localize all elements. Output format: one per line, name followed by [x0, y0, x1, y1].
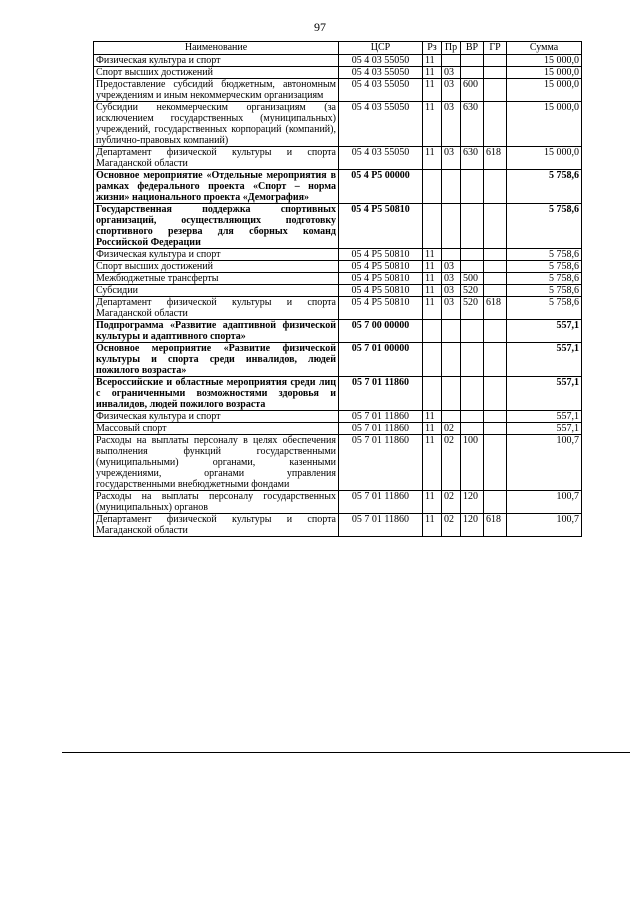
cell-pr: 03: [442, 285, 461, 297]
cell-rz: [423, 170, 442, 204]
header-sum: Сумма: [507, 42, 582, 55]
cell-csr: 05 4 P5 50810: [339, 273, 423, 285]
cell-pr: [442, 249, 461, 261]
cell-sum: 5 758,6: [507, 204, 582, 249]
cell-rz: 11: [423, 147, 442, 170]
cell-gr: [484, 411, 507, 423]
cell-csr: 05 7 01 11860: [339, 435, 423, 491]
cell-sum: 557,1: [507, 411, 582, 423]
cell-pr: [442, 343, 461, 377]
cell-csr: 05 4 P5 00000: [339, 170, 423, 204]
table-row: [94, 67, 582, 79]
cell-vr: [461, 261, 484, 273]
cell-csr: 05 4 P5 50810: [339, 204, 423, 249]
cell-name: Субсидии: [94, 285, 339, 297]
cell-csr: 05 4 03 55050: [339, 102, 423, 147]
cell-gr: [484, 273, 507, 285]
cell-vr: 120: [461, 514, 484, 537]
cell-sum: 100,7: [507, 491, 582, 514]
cell-name: Департамент физической культуры и спорта Магаданской области: [94, 297, 339, 320]
cell-vr: [461, 377, 484, 411]
cell-sum: 5 758,6: [507, 273, 582, 285]
table-row: [94, 273, 582, 285]
cell-sum: 5 758,6: [507, 261, 582, 273]
table-row: [94, 249, 582, 261]
cell-sum: 100,7: [507, 514, 582, 537]
cell-pr: [442, 204, 461, 249]
table-row: [94, 435, 582, 491]
cell-rz: [423, 320, 442, 343]
cell-pr: 03: [442, 79, 461, 102]
cell-name: Массовый спорт: [94, 423, 339, 435]
cell-csr: 05 4 P5 50810: [339, 285, 423, 297]
cell-sum: 557,1: [507, 320, 582, 343]
cell-vr: 630: [461, 147, 484, 170]
cell-csr: 05 4 P5 50810: [339, 297, 423, 320]
table-row: [94, 261, 582, 273]
cell-name: Департамент физической культуры и спорта Магаданской области: [94, 514, 339, 537]
cell-pr: [442, 55, 461, 67]
cell-name: Всероссийские и областные мероприятия среди лиц с ограниченными возможностями здоровья и инвалидов, людей пожилого возраста: [94, 377, 339, 411]
cell-pr: 03: [442, 261, 461, 273]
cell-pr: 03: [442, 102, 461, 147]
footer-divider: [62, 752, 630, 753]
cell-pr: [442, 411, 461, 423]
cell-rz: 11: [423, 297, 442, 320]
cell-pr: [442, 377, 461, 411]
cell-rz: [423, 377, 442, 411]
cell-pr: 02: [442, 491, 461, 514]
cell-gr: [484, 423, 507, 435]
cell-vr: 520: [461, 297, 484, 320]
cell-gr: [484, 435, 507, 491]
cell-csr: 05 7 01 11860: [339, 423, 423, 435]
cell-pr: 03: [442, 273, 461, 285]
cell-name: Расходы на выплаты персоналу государственных (муниципальных) органов: [94, 491, 339, 514]
table-body: [94, 55, 582, 537]
cell-sum: 557,1: [507, 377, 582, 411]
cell-vr: [461, 249, 484, 261]
cell-vr: 500: [461, 273, 484, 285]
cell-rz: 11: [423, 435, 442, 491]
cell-gr: [484, 377, 507, 411]
cell-pr: 02: [442, 435, 461, 491]
cell-csr: 05 7 01 11860: [339, 411, 423, 423]
cell-rz: 11: [423, 67, 442, 79]
cell-sum: 5 758,6: [507, 285, 582, 297]
cell-gr: [484, 285, 507, 297]
cell-pr: [442, 170, 461, 204]
cell-gr: [484, 320, 507, 343]
cell-csr: 05 4 03 55050: [339, 67, 423, 79]
cell-rz: 11: [423, 249, 442, 261]
cell-name: Физическая культура и спорт: [94, 55, 339, 67]
cell-name: Предоставление субсидий бюджетным, автономным учреждениям и иным некоммерческим организациям: [94, 79, 339, 102]
cell-sum: 100,7: [507, 435, 582, 491]
cell-name: Физическая культура и спорт: [94, 411, 339, 423]
cell-sum: 15 000,0: [507, 147, 582, 170]
cell-vr: [461, 343, 484, 377]
cell-vr: 520: [461, 285, 484, 297]
table-row: [94, 285, 582, 297]
cell-name: Расходы на выплаты персоналу в целях обеспечения выполнения функций государственными (муниципальными) органами, казенными учреждениями, органами управления государственными внебюджетными фондами: [94, 435, 339, 491]
cell-sum: 15 000,0: [507, 67, 582, 79]
cell-csr: 05 7 01 00000: [339, 343, 423, 377]
cell-pr: 03: [442, 147, 461, 170]
table-row: [94, 514, 582, 537]
table-row: [94, 79, 582, 102]
cell-sum: 5 758,6: [507, 297, 582, 320]
header-rz: Рз: [423, 42, 442, 55]
cell-name: Физическая культура и спорт: [94, 249, 339, 261]
cell-gr: 618: [484, 514, 507, 537]
table-header-row: [94, 42, 582, 55]
cell-gr: [484, 204, 507, 249]
cell-name: Спорт высших достижений: [94, 261, 339, 273]
cell-name: Субсидии некоммерческим организациям (за исключением государственных (муниципальных) учреждений, государственных корпораций (компаний), публично-правовых компаний): [94, 102, 339, 147]
cell-csr: 05 7 00 00000: [339, 320, 423, 343]
cell-vr: 100: [461, 435, 484, 491]
cell-name: Межбюджетные трансферты: [94, 273, 339, 285]
cell-name: Департамент физической культуры и спорта Магаданской области: [94, 147, 339, 170]
cell-sum: 15 000,0: [507, 79, 582, 102]
table-row: [94, 343, 582, 377]
cell-gr: [484, 261, 507, 273]
cell-pr: 03: [442, 297, 461, 320]
cell-gr: [484, 79, 507, 102]
page-number: 97: [314, 20, 326, 34]
header-gr: ГР: [484, 42, 507, 55]
cell-rz: [423, 343, 442, 377]
cell-rz: 11: [423, 423, 442, 435]
cell-gr: [484, 343, 507, 377]
cell-gr: [484, 491, 507, 514]
table-row: [94, 147, 582, 170]
cell-gr: [484, 249, 507, 261]
cell-csr: 05 7 01 11860: [339, 491, 423, 514]
cell-name: Основное мероприятие «Развитие физической культуры и спорта среди инвалидов, людей пожилого возраста»: [94, 343, 339, 377]
cell-gr: 618: [484, 297, 507, 320]
cell-sum: 557,1: [507, 423, 582, 435]
cell-name: Государственная поддержка спортивных организаций, осуществляющих подготовку спортивного резерва для сборных команд Российской Федерации: [94, 204, 339, 249]
table-row: [94, 204, 582, 249]
cell-gr: [484, 55, 507, 67]
cell-sum: 5 758,6: [507, 249, 582, 261]
header-pr: Пр: [442, 42, 461, 55]
cell-rz: 11: [423, 285, 442, 297]
table-row: [94, 491, 582, 514]
cell-pr: 03: [442, 67, 461, 79]
cell-pr: 02: [442, 423, 461, 435]
cell-gr: [484, 170, 507, 204]
cell-csr: 05 4 03 55050: [339, 79, 423, 102]
cell-rz: 11: [423, 273, 442, 285]
cell-vr: [461, 67, 484, 79]
cell-name: Основное мероприятие «Отдельные мероприятия в рамках федерального проекта «Спорт – норма жизни» национального проекта «Демография»: [94, 170, 339, 204]
cell-pr: [442, 320, 461, 343]
table-row: [94, 320, 582, 343]
cell-sum: 15 000,0: [507, 55, 582, 67]
cell-vr: [461, 204, 484, 249]
budget-table: [93, 41, 582, 537]
cell-csr: 05 4 P5 50810: [339, 261, 423, 273]
cell-vr: [461, 423, 484, 435]
cell-csr: 05 7 01 11860: [339, 377, 423, 411]
table-row: [94, 170, 582, 204]
header-csr: ЦСР: [339, 42, 423, 55]
cell-csr: 05 7 01 11860: [339, 514, 423, 537]
table-row: [94, 377, 582, 411]
cell-sum: 5 758,6: [507, 170, 582, 204]
cell-vr: [461, 411, 484, 423]
table-row: [94, 102, 582, 147]
cell-gr: [484, 102, 507, 147]
cell-rz: [423, 204, 442, 249]
cell-vr: 630: [461, 102, 484, 147]
header-name: Наименование: [94, 42, 339, 55]
cell-vr: 120: [461, 491, 484, 514]
table-row: [94, 411, 582, 423]
cell-csr: 05 4 P5 50810: [339, 249, 423, 261]
table-row: [94, 297, 582, 320]
cell-rz: 11: [423, 411, 442, 423]
table-row: [94, 55, 582, 67]
cell-sum: 557,1: [507, 343, 582, 377]
cell-vr: 600: [461, 79, 484, 102]
cell-rz: 11: [423, 55, 442, 67]
cell-rz: 11: [423, 491, 442, 514]
cell-vr: [461, 55, 484, 67]
cell-vr: [461, 170, 484, 204]
cell-pr: 02: [442, 514, 461, 537]
cell-rz: 11: [423, 261, 442, 273]
cell-csr: 05 4 03 55050: [339, 55, 423, 67]
cell-rz: 11: [423, 79, 442, 102]
cell-gr: 618: [484, 147, 507, 170]
cell-name: Спорт высших достижений: [94, 67, 339, 79]
cell-csr: 05 4 03 55050: [339, 147, 423, 170]
cell-rz: 11: [423, 102, 442, 147]
table-row: [94, 423, 582, 435]
cell-sum: 15 000,0: [507, 102, 582, 147]
cell-rz: 11: [423, 514, 442, 537]
cell-vr: [461, 320, 484, 343]
cell-name: Подпрограмма «Развитие адаптивной физической культуры и адаптивного спорта»: [94, 320, 339, 343]
header-vr: ВР: [461, 42, 484, 55]
cell-gr: [484, 67, 507, 79]
